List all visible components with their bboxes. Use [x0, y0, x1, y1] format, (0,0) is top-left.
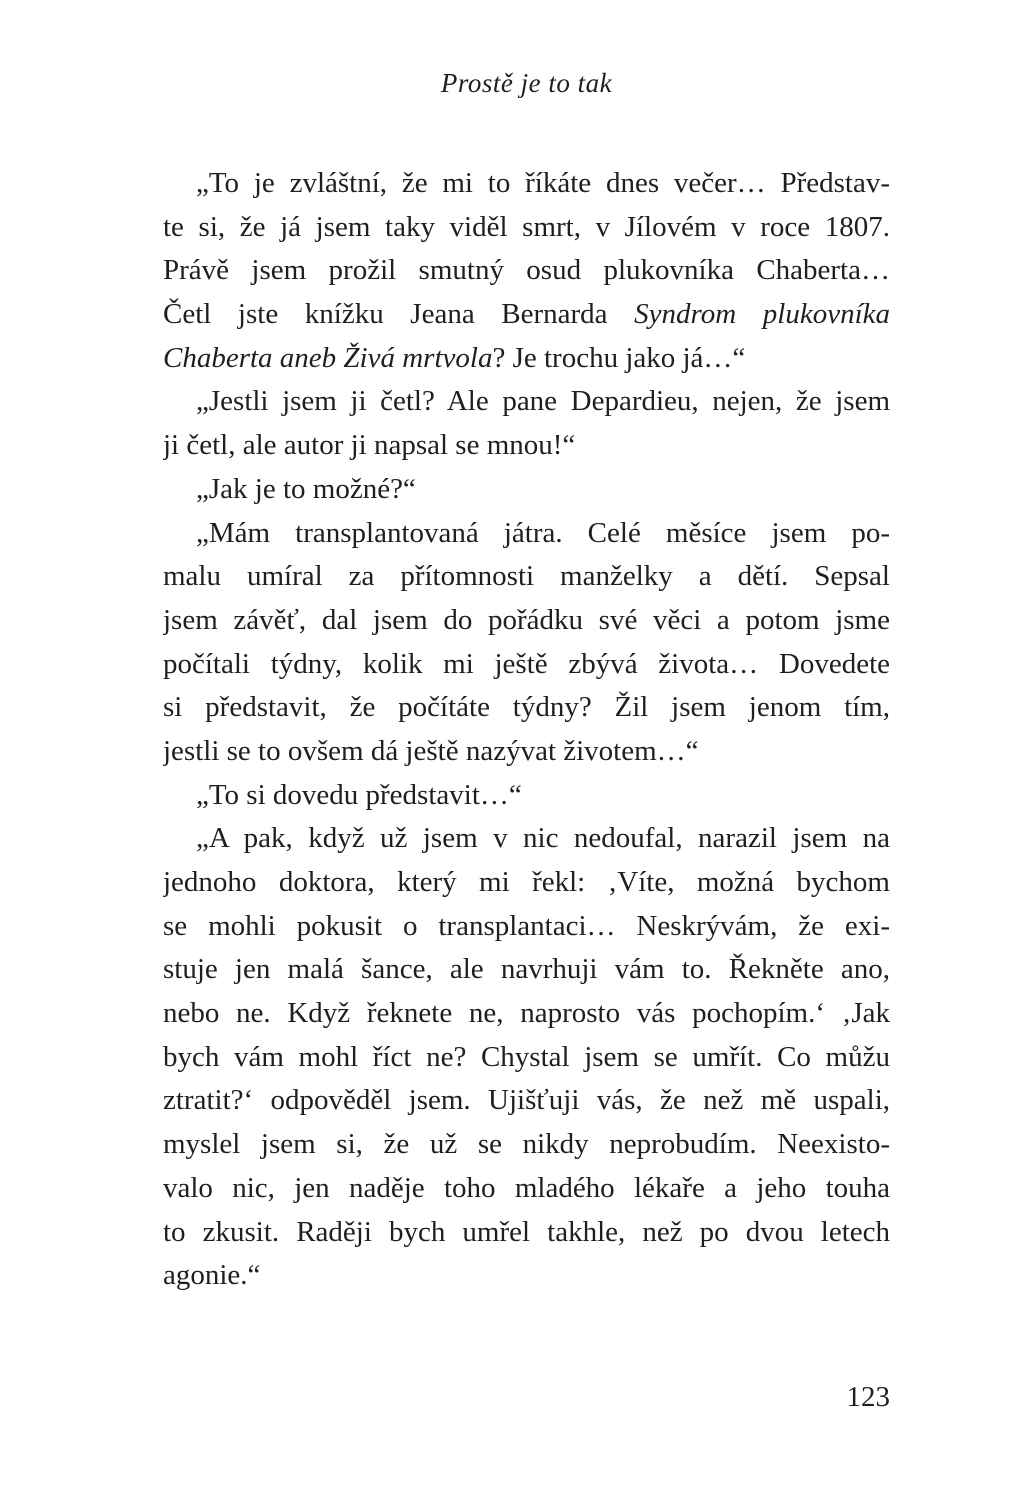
- text-line: [163, 1167, 890, 1211]
- running-header: Prostě je to tak: [440, 68, 613, 98]
- text-segment: agonie.“: [163, 1259, 261, 1292]
- text-segment: ji četl, ale autor ji napsal se mnou!“: [163, 429, 576, 462]
- text-segment: jednoho doktora, který mi řekl: ‚Víte, možná bychom: [163, 866, 890, 898]
- page-number: 123: [846, 1381, 890, 1413]
- text-line: [163, 992, 890, 1036]
- text-segment: ztratit?‘ odpověděl jsem. Ujišťuji vás, že než mě uspali,: [163, 1084, 890, 1117]
- text-line: [163, 861, 890, 905]
- text-line: [163, 643, 890, 687]
- text-line: [163, 817, 890, 861]
- text-segment: te si, že já jsem taky viděl smrt, v Jílovém v roce 1807.: [163, 210, 890, 243]
- text-line: [163, 730, 890, 774]
- text-line: [163, 555, 890, 599]
- text-segment: myslel jsem si, že už se nikdy neprobudím. Neexisto-: [163, 1128, 890, 1161]
- text-line: [163, 599, 890, 643]
- text-line: [163, 774, 890, 818]
- text-segment: jsem závěť, dal jsem do pořádku své věci a potom jsme: [163, 603, 890, 636]
- text-line: [163, 206, 890, 250]
- text-line: [163, 905, 890, 949]
- text-segment: „Mám transplantovaná játra. Celé měsíce jsem po-: [196, 516, 890, 549]
- text-block: [163, 162, 890, 1298]
- text-line: [163, 1123, 890, 1167]
- text-line: [163, 1036, 890, 1080]
- text-line: [163, 162, 890, 206]
- text-segment: jestli se to ovšem dá ještě nazývat životem…“: [163, 734, 699, 767]
- text-segment: malu umíral za přítomnosti manželky a dětí. Sepsal: [163, 560, 890, 593]
- text-line: [163, 249, 890, 293]
- text-segment: ? Je trochu jako já…“: [492, 341, 746, 374]
- text-line: [163, 512, 890, 556]
- book-title-italic: Syndrom plukovníka: [634, 298, 890, 331]
- text-segment: „Jak je to možné?“: [196, 472, 416, 505]
- text-line: [163, 424, 890, 468]
- text-line: [163, 1211, 890, 1255]
- text-line: [163, 948, 890, 992]
- text-segment: Právě jsem prožil smutný osud plukovníka Chaberta…: [163, 254, 890, 287]
- text-segment: se mohli pokusit o transplantaci… Neskrývám, že exi-: [163, 909, 890, 942]
- text-segment: valo nic, jen naděje toho mladého lékaře a jeho touha: [163, 1171, 890, 1204]
- text-segment: to zkusit. Raději bych umřel takhle, než po dvou letech: [163, 1215, 890, 1248]
- text-segment: počítali týdny, kolik mi ještě zbývá života… Dovedete: [163, 647, 890, 680]
- text-segment: si představit, že počítáte týdny? Žil jsem jenom tím,: [163, 691, 890, 724]
- text-line: [163, 468, 890, 512]
- text-segment: nebo ne. Když řeknete ne, naprosto vás pochopím.‘ ‚Jak: [163, 997, 890, 1030]
- text-segment: „A pak, když už jsem v nic nedoufal, narazil jsem na: [196, 822, 890, 855]
- text-segment: „To je zvláštní, že mi to říkáte dnes večer… Představ-: [196, 167, 890, 199]
- text-line: [163, 1079, 890, 1123]
- text-line: [163, 686, 890, 730]
- text-line: [163, 380, 890, 424]
- text-segment: Četl jste knížku Jeana Bernarda: [163, 298, 635, 331]
- book-title-italic: Chaberta aneb Živá mrtvola: [163, 341, 493, 374]
- text-segment: „Jestli jsem ji četl? Ale pane Depardieu, nejen, že jsem: [196, 385, 890, 418]
- text-segment: stuje jen malá šance, ale navrhuji vám to. Řekněte ano,: [163, 953, 890, 986]
- text-segment: bych vám mohl říct ne? Chystal jsem se umřít. Co můžu: [163, 1040, 890, 1073]
- text-line: [163, 293, 890, 337]
- text-line: [163, 1254, 890, 1298]
- text-segment: „To si dovedu představit…“: [196, 778, 522, 811]
- text-line: [163, 337, 890, 381]
